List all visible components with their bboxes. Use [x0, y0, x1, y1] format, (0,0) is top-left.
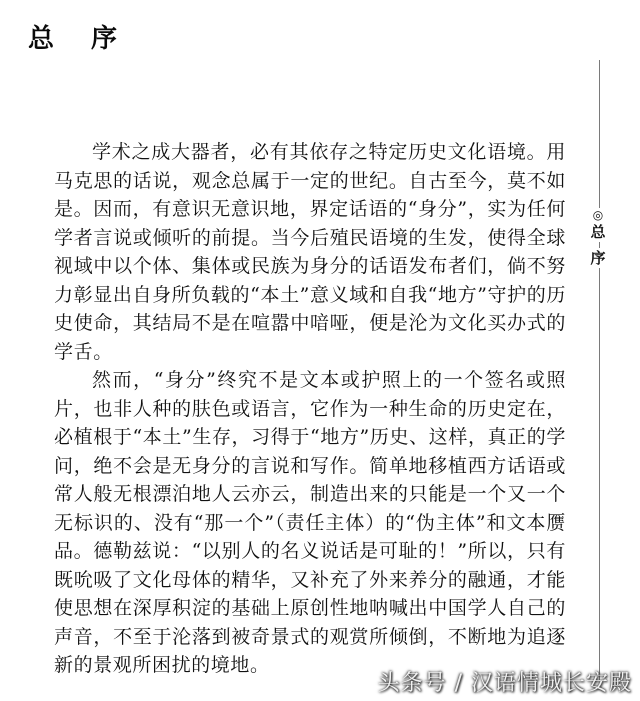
side-tab-top-label: 总	[590, 223, 606, 241]
circle-bullet-icon: ◎	[592, 208, 604, 222]
side-tab-bottom: 序	[586, 248, 610, 268]
paragraph: 学术之成大器者，必有其依存之特定历史文化语境。用马克思的话说，观念总属于一定的世纪。自古至今，莫不如是。因而，有意识无意识地，界定话语的“身分”，实为任何学者言说或倾听的前提。当今后殖民语境的生发，使得全球视域中以个体、集体或民族为身分的话语发布者们，倘不努力彰显出自身所负载的“本土”意义域和自我“地方”守护的历史使命，其结局不是在喧嚣中喑哑，便是沦为文化买办式的学舌。	[54, 141, 566, 363]
paragraph: 然而，“身分”终究不是文本或护照上的一个签名或照片，也非人种的肤色或语言，它作为一种生命的历史定在，必植根于“本土”生存，习得于“地方”历史、这样，真正的学问，绝不会是无身分的言说和写作。简单地移植西方话语或常人般无根漂泊地人云亦云，制造出来的只能是一个又一个无标识的、没有“那一个”（责任主体）的“伪主体”和文本赝品。德勒兹说：“以别人的名义说话是可耻的！”所以，只有既吮吸了文化母体的精华，又补充了外来养分的融通，才能使思想在深厚积淀的基础上原创性地呐喊出中国学人自己的声音，不至于沦落到被奇景式的观赏所倾倒，不断地为追逐新的景观所困扰的境地。	[54, 369, 566, 676]
side-tab-top	[586, 208, 610, 242]
margin-rule	[599, 60, 600, 680]
watermark: 头条号 / 汉语情城长安殿	[377, 671, 632, 696]
page-title: 总 序	[28, 24, 132, 54]
body-text	[54, 138, 566, 680]
